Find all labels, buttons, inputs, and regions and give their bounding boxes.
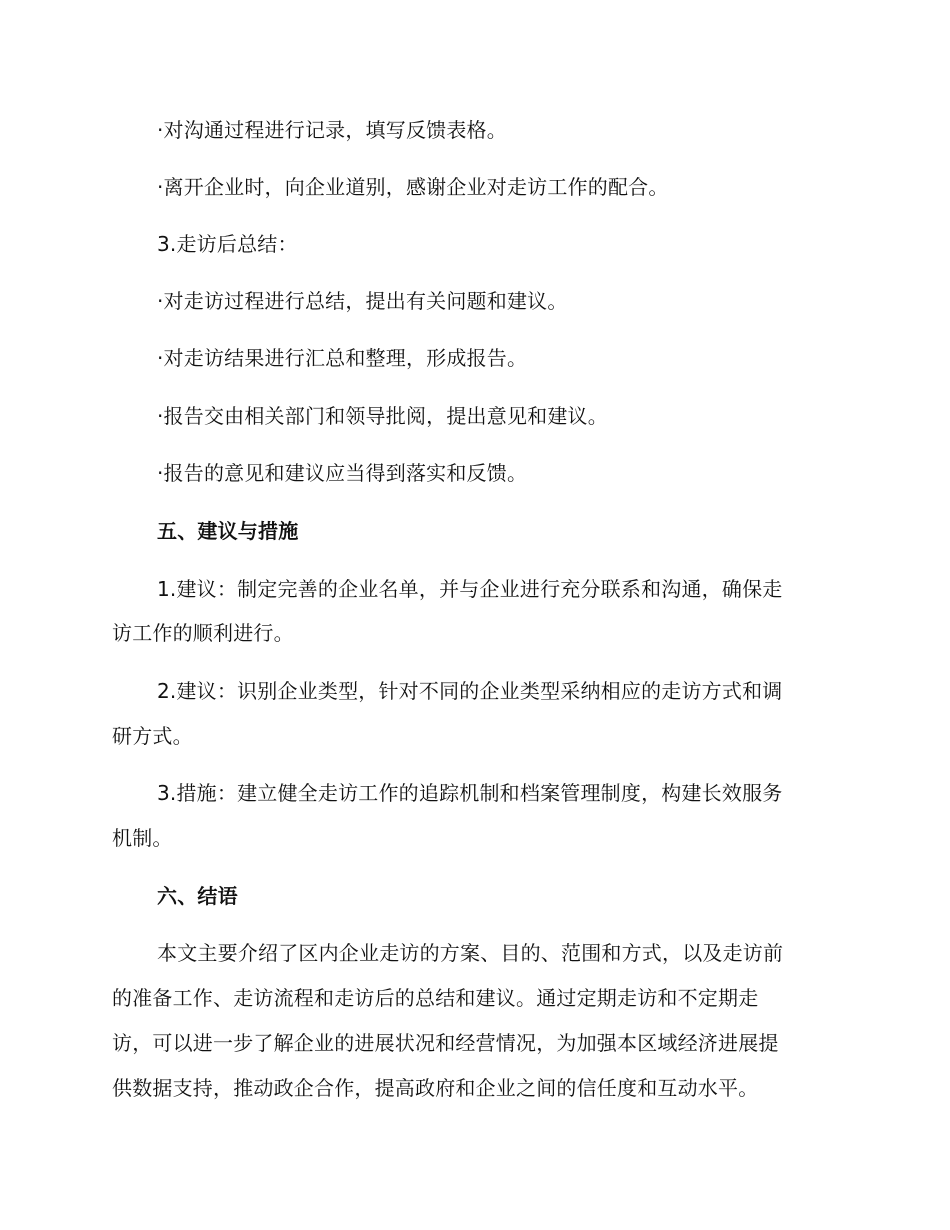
bullet-report-feedback: ·报告的意见和建议应当得到落实和反馈。 <box>157 461 528 485</box>
measure-3-line-1: 3.措施：建立健全走访工作的追踪机制和档案管理制度，构建长效服务 <box>157 781 783 805</box>
bullet-report-review: ·报告交由相关部门和领导批阅，提出意见和建议。 <box>157 404 608 428</box>
suggestion-2-line-2: 研方式。 <box>112 724 193 748</box>
bullet-compile-results: ·对走访结果进行汇总和整理，形成报告。 <box>157 346 528 370</box>
suggestion-2-line-1: 2.建议：识别企业类型，针对不同的企业类型采纳相应的走访方式和调 <box>157 679 783 703</box>
suggestion-1-line-2: 访工作的顺利进行。 <box>112 621 294 645</box>
section-heading-conclusion: 六、结语 <box>157 884 238 908</box>
section-heading-suggestions: 五、建议与措施 <box>157 519 299 543</box>
step-3-summary: 3.走访后总结： <box>157 232 298 256</box>
measure-3-line-2: 机制。 <box>112 826 173 850</box>
conclusion-line-1: 本文主要介绍了区内企业走访的方案、目的、范围和方式，以及走访前 <box>157 941 784 965</box>
conclusion-line-2: 的准备工作、走访流程和走访后的总结和建议。通过定期走访和不定期走 <box>112 986 759 1010</box>
bullet-farewell: ·离开企业时，向企业道别，感谢企业对走访工作的配合。 <box>157 175 669 199</box>
bullet-record-communication: ·对沟通过程进行记录，填写反馈表格。 <box>157 118 507 142</box>
bullet-summarize-visit: ·对走访过程进行总结，提出有关问题和建议。 <box>157 289 568 313</box>
conclusion-line-4: 供数据支持，推动政企合作，提高政府和企业之间的信任度和互动水平。 <box>112 1076 759 1100</box>
conclusion-line-3: 访，可以进一步了解企业的进展状况和经营情况，为加强本区域经济进展提 <box>112 1031 779 1055</box>
suggestion-1-line-1: 1.建议：制定完善的企业名单，并与企业进行充分联系和沟通，确保走 <box>157 577 783 601</box>
